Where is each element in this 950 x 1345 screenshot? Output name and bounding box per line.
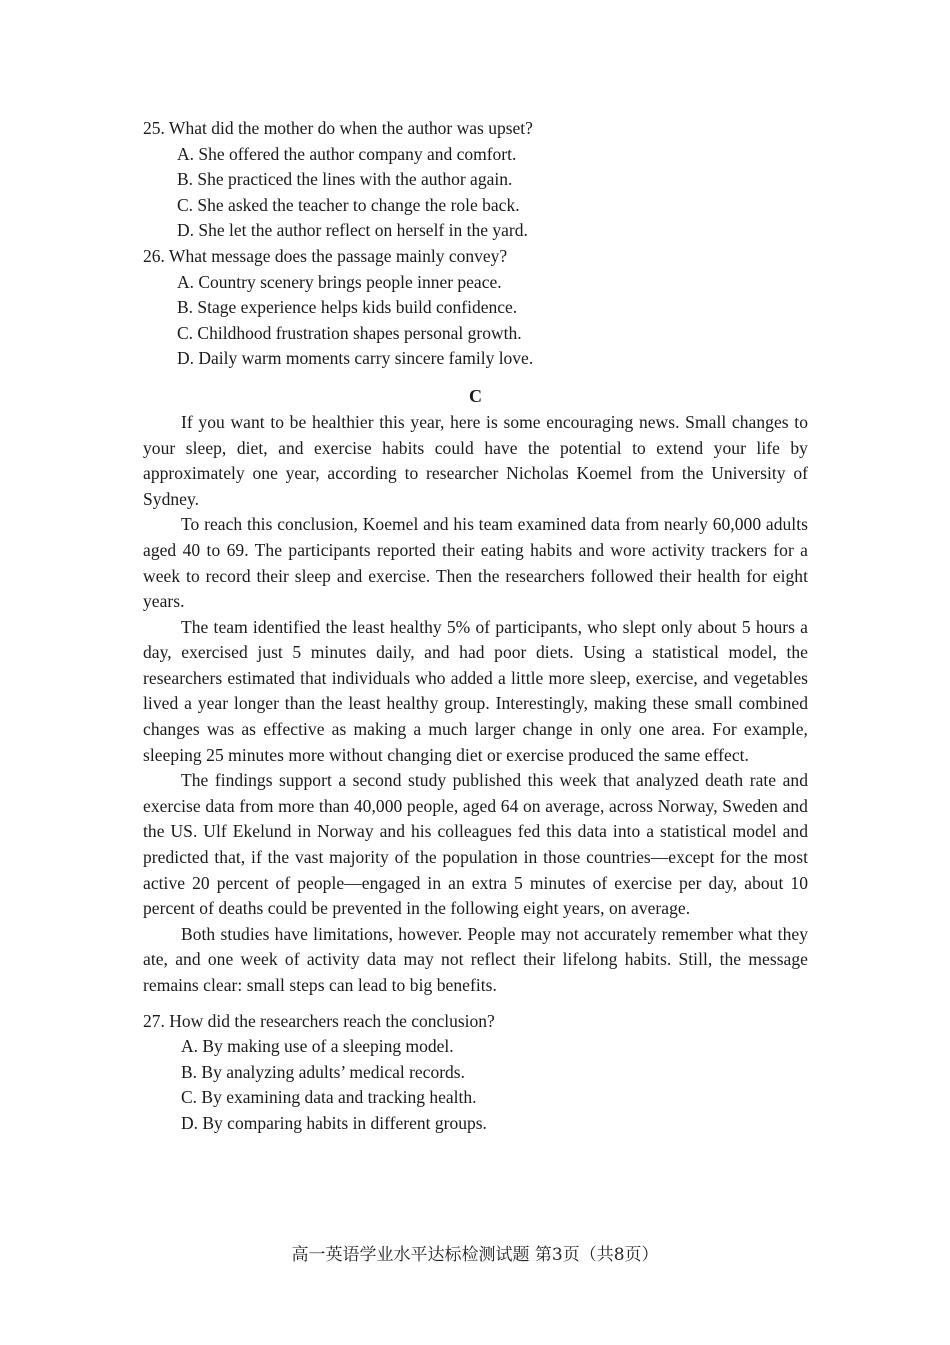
passage-paragraph: Both studies have limitations, however. People may not accurately remember what they ate, and one week of activity data may not reflect their lifelong habits. Still, the message remains clear: small steps can lead to big benefits. [143,923,808,995]
answer-option-c: C. By examining data and tracking health. [181,1087,477,1108]
answer-option-b: B. By analyzing adults’ medical records. [181,1061,465,1082]
answer-option-d: D. She let the author reflect on herself in the yard. [177,220,528,241]
answer-option-b: B. Stage experience helps kids build confidence. [177,297,518,318]
section-title: C [469,385,482,406]
answer-option-d: D. By comparing habits in different groups. [181,1112,487,1133]
question-stem: 27. How did the researchers reach the conclusion? [143,1010,495,1031]
question-27 [143,1009,808,1137]
question-26 [143,244,808,372]
answer-option-a: A. Country scenery brings people inner peace. [177,271,502,292]
question-stem: 25. What did the mother do when the author was upset? [143,118,533,138]
answer-option-c: C. She asked the teacher to change the role back. [177,194,520,215]
question-stem: 26. What message does the passage mainly convey? [143,245,508,266]
answer-option-d: D. Daily warm moments carry sincere family love. [177,348,534,369]
exam-page-content [143,116,808,1137]
passage-paragraph: The findings support a second study published this week that analyzed death rate and exercise data from more than 40,000 people, aged 64 on average, across Norway, Sweden and the US. Ulf Ekelund in Norway and his colleagues fed this data into a statistical model and predicted that, if the vast majority of the population in those countries—except for the most active 20 percent of people—engaged in an extra 5 minutes of exercise per day, about 10 percent of deaths could be prevented in the following eight years, on average. [143,770,808,919]
answer-option-b: B. She practiced the lines with the author again. [177,169,513,190]
answer-option-c: C. Childhood frustration shapes personal growth. [177,322,522,343]
question-25 [143,116,808,244]
passage-paragraph: The team identified the least healthy 5% of participants, who slept only about 5 hours a day, exercised just 5 minutes daily, and had poor diets. Using a statistical model, the researchers estimated that individuals who added a little more sleep, exercise, and vegetables lived a year longer than the least healthy group. Interestingly, making these small combined changes was as effective as making a much larger change in only one area. For example, sleeping 25 minutes more without changing diet or exercise produced the same effect. [143,616,808,765]
answer-option-a: A. By making use of a sleeping model. [181,1036,454,1057]
page-footer: 高一英语学业水平达标检测试题 第3页（共8页） [291,1245,659,1265]
spacer [143,999,808,1009]
reading-passage-c [143,384,808,999]
answer-option-a: A. She offered the author company and comfort. [177,143,517,164]
passage-paragraph: If you want to be healthier this year, here is some encouraging news. Small changes to your sleep, diet, and exercise habits could have the potential to extend your life by approximately one year, according to researcher Nicholas Koemel from the University of Sydney. [143,411,808,509]
passage-paragraph: To reach this conclusion, Koemel and his team examined data from nearly 60,000 adults aged 40 to 69. The participants reported their eating habits and wore activity trackers for a week to record their sleep and exercise. Then the researchers followed their health for eight years. [143,514,808,612]
